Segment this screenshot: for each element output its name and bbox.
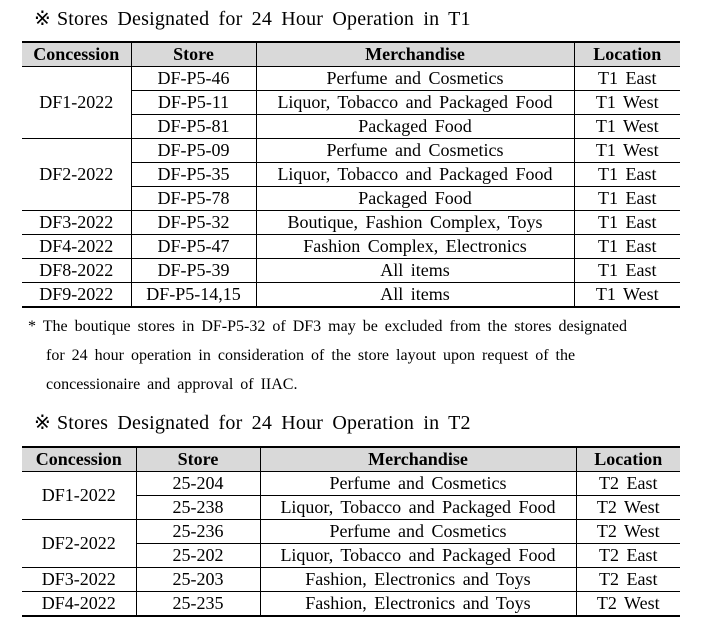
location-cell: T2 West [576,496,680,520]
merchandise-cell: Packaged Food [256,187,574,211]
t2-heading [34,410,471,435]
merchandise-header: Merchandise [256,42,574,67]
store-cell: DF-P5-47 [131,235,256,259]
merchandise-cell: Liquor, Tobacco and Packaged Food [260,544,576,568]
concession-cell: DF1-2022 [22,472,136,520]
location-cell: T1 East [574,259,680,283]
location-cell: T1 East [574,235,680,259]
store-header: Store [136,447,260,472]
location-cell: T1 West [574,139,680,163]
merchandise-cell: Liquor, Tobacco and Packaged Food [256,163,574,187]
concession-header: Concession [22,447,136,472]
concession-header: Concession [22,42,131,67]
store-cell: DF-P5-81 [131,115,256,139]
table-row [22,67,680,91]
location-cell: T1 East [574,67,680,91]
location-cell: T2 East [576,544,680,568]
concession-cell: DF8-2022 [22,259,131,283]
footnote-line: concessionaire and approval of IIAC. [46,376,298,393]
merchandise-header: Merchandise [260,447,576,472]
location-cell: T1 West [574,91,680,115]
table-row [22,520,680,544]
store-cell: 25-236 [136,520,260,544]
location-cell: T1 West [574,283,680,308]
merchandise-cell: All items [256,283,574,308]
merchandise-cell: Fashion, Electronics and Toys [260,568,576,592]
merchandise-cell: Perfume and Cosmetics [260,520,576,544]
footnote-line: * The boutique stores in DF-P5-32 of DF3 may be excluded from the stores designated [28,318,627,335]
store-cell: 25-204 [136,472,260,496]
table-row [22,568,680,592]
store-cell: DF-P5-78 [131,187,256,211]
concession-cell: DF4-2022 [22,235,131,259]
concession-cell: DF3-2022 [22,211,131,235]
reference-mark-icon: ※ [34,8,51,30]
t1-stores-table [22,41,680,308]
t1-title: Stores Designated for 24 Hour Operation in T1 [56,8,471,30]
table-row [22,211,680,235]
location-cell: T1 East [574,187,680,211]
merchandise-cell: Perfume and Cosmetics [260,472,576,496]
table-row [22,139,680,163]
store-cell: DF-P5-46 [131,67,256,91]
t2-title: Stores Designated for 24 Hour Operation in T2 [56,412,471,434]
store-cell: 25-203 [136,568,260,592]
merchandise-cell: Fashion, Electronics and Toys [260,592,576,617]
store-cell: DF-P5-11 [131,91,256,115]
store-header: Store [131,42,256,67]
concession-cell: DF2-2022 [22,139,131,211]
store-cell: DF-P5-32 [131,211,256,235]
concession-cell: DF4-2022 [22,592,136,617]
merchandise-cell: Packaged Food [256,115,574,139]
table-header-row [22,42,680,67]
t1-footnote [28,312,684,399]
concession-cell: DF1-2022 [22,67,131,139]
store-cell: DF-P5-39 [131,259,256,283]
store-cell: DF-P5-14,15 [131,283,256,308]
table-row [22,592,680,617]
concession-cell: DF9-2022 [22,283,131,308]
location-cell: T1 West [574,115,680,139]
location-header: Location [574,42,680,67]
t1-heading [34,6,471,31]
concession-cell: DF2-2022 [22,520,136,568]
merchandise-cell: Boutique, Fashion Complex, Toys [256,211,574,235]
table-row [22,235,680,259]
merchandise-cell: All items [256,259,574,283]
table-row [22,283,680,308]
merchandise-cell: Liquor, Tobacco and Packaged Food [256,91,574,115]
store-cell: 25-235 [136,592,260,617]
reference-mark-icon: ※ [34,412,51,434]
location-cell: T1 East [574,163,680,187]
t2-stores-table [22,446,680,617]
table-row [22,472,680,496]
location-cell: T2 West [576,592,680,617]
location-header: Location [576,447,680,472]
concession-cell: DF3-2022 [22,568,136,592]
table-header-row [22,447,680,472]
location-cell: T2 West [576,520,680,544]
store-cell: 25-202 [136,544,260,568]
merchandise-cell: Fashion Complex, Electronics [256,235,574,259]
location-cell: T2 East [576,472,680,496]
store-cell: DF-P5-35 [131,163,256,187]
merchandise-cell: Liquor, Tobacco and Packaged Food [260,496,576,520]
store-cell: 25-238 [136,496,260,520]
table-row [22,259,680,283]
merchandise-cell: Perfume and Cosmetics [256,67,574,91]
store-cell: DF-P5-09 [131,139,256,163]
merchandise-cell: Perfume and Cosmetics [256,139,574,163]
location-cell: T1 East [574,211,680,235]
location-cell: T2 East [576,568,680,592]
footnote-line: for 24 hour operation in consideration of the store layout upon request of the [46,347,576,364]
